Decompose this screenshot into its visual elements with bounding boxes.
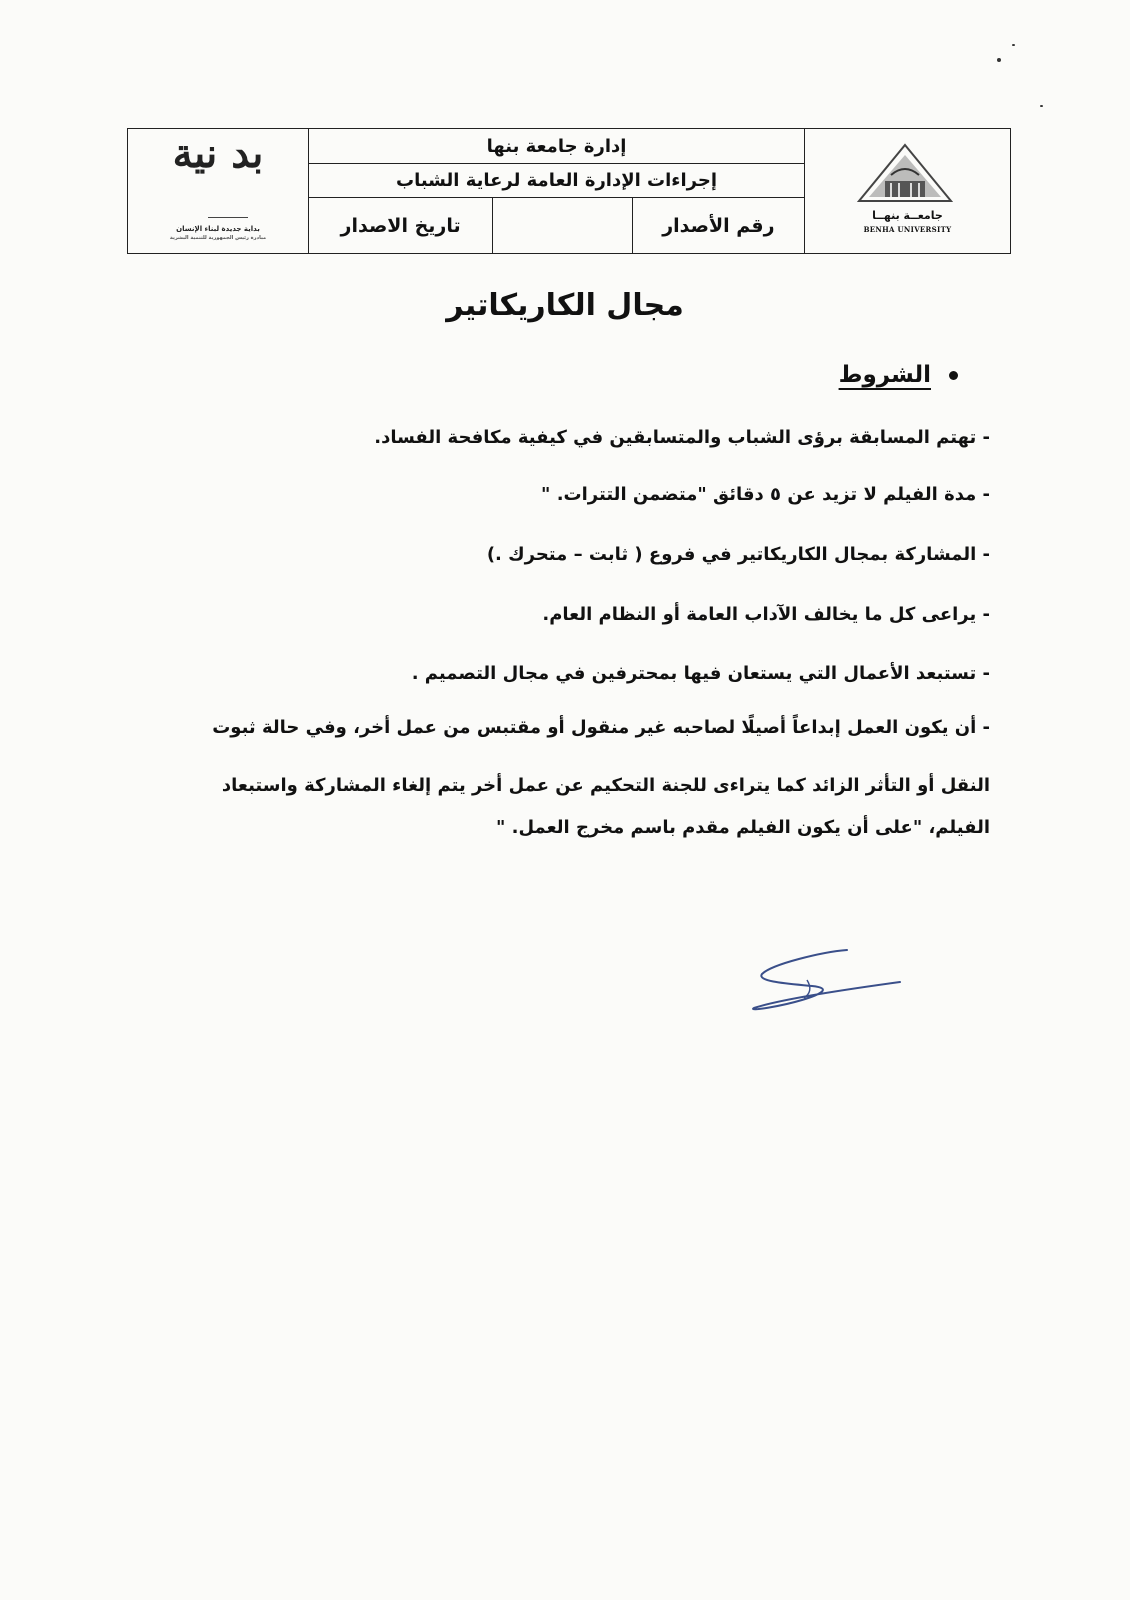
logo-divider — [208, 217, 248, 218]
initiative-logo — [128, 129, 309, 253]
issue-number-label: رقم الأصدار — [662, 214, 775, 237]
initiative-logo-subtitle: مبادرة رئيس الجمهورية للتنمية البشرية — [169, 235, 267, 241]
condition-line: - يراعى كل ما يخالف الآداب العامة أو النظام العام. — [542, 604, 990, 625]
issue-number-value — [492, 198, 633, 253]
university-emblem-icon — [855, 141, 955, 207]
bullet-icon — [949, 371, 958, 380]
scan-speck — [1040, 105, 1043, 107]
condition-line: - مدة الفيلم لا تزيد عن ٥ دقائق "متضمن التترات. " — [541, 484, 990, 505]
issue-date-label: تاريخ الاصدار — [340, 214, 461, 237]
issue-info-row — [309, 198, 804, 253]
header-center — [309, 129, 804, 253]
university-name-en: BENHA UNIVERSITY — [863, 225, 952, 234]
institution-name: إدارة جامعة بنها — [309, 129, 804, 164]
conditions-heading-label: الشروط — [838, 362, 931, 388]
initiative-logo-tagline: بداية جديدة لبناء الإنسان — [176, 225, 260, 233]
initiative-logo-mark: بد نية — [172, 130, 264, 177]
signature — [752, 942, 902, 1032]
condition-line: - المشاركة بمجال الكاريكاتير في فروع ( ثابت – متحرك .) — [486, 544, 990, 565]
university-logo — [804, 129, 1010, 253]
university-name-ar: جامعــة بنهــا — [872, 209, 943, 222]
condition-line: النقل أو التأثر الزائد كما يتراءى للجنة التحكيم عن عمل أخر يتم إلغاء المشاركة واستبعاد — [221, 775, 990, 796]
header-table — [127, 128, 1011, 254]
scan-speck — [1012, 44, 1015, 46]
department-name: إجراءات الإدارة العامة لرعاية الشباب — [309, 164, 804, 198]
conditions-heading — [839, 362, 958, 388]
condition-line: - أن يكون العمل إبداعاً أصيلًا لصاحبه غير منقول أو مقتبس من عمل أخر، وفي حالة ثبوت — [212, 717, 990, 738]
page-title: مجال الكاريكاتير — [446, 288, 684, 323]
condition-line: الفيلم، "على أن يكون الفيلم مقدم باسم مخرج العمل. " — [495, 817, 990, 838]
scan-speck — [997, 58, 1001, 62]
condition-line: - تهتم المسابقة برؤى الشباب والمتسابقين في كيفية مكافحة الفساد. — [374, 427, 990, 448]
condition-line: - تستبعد الأعمال التي يستعان فيها بمحترفين في مجال التصميم . — [411, 663, 990, 684]
